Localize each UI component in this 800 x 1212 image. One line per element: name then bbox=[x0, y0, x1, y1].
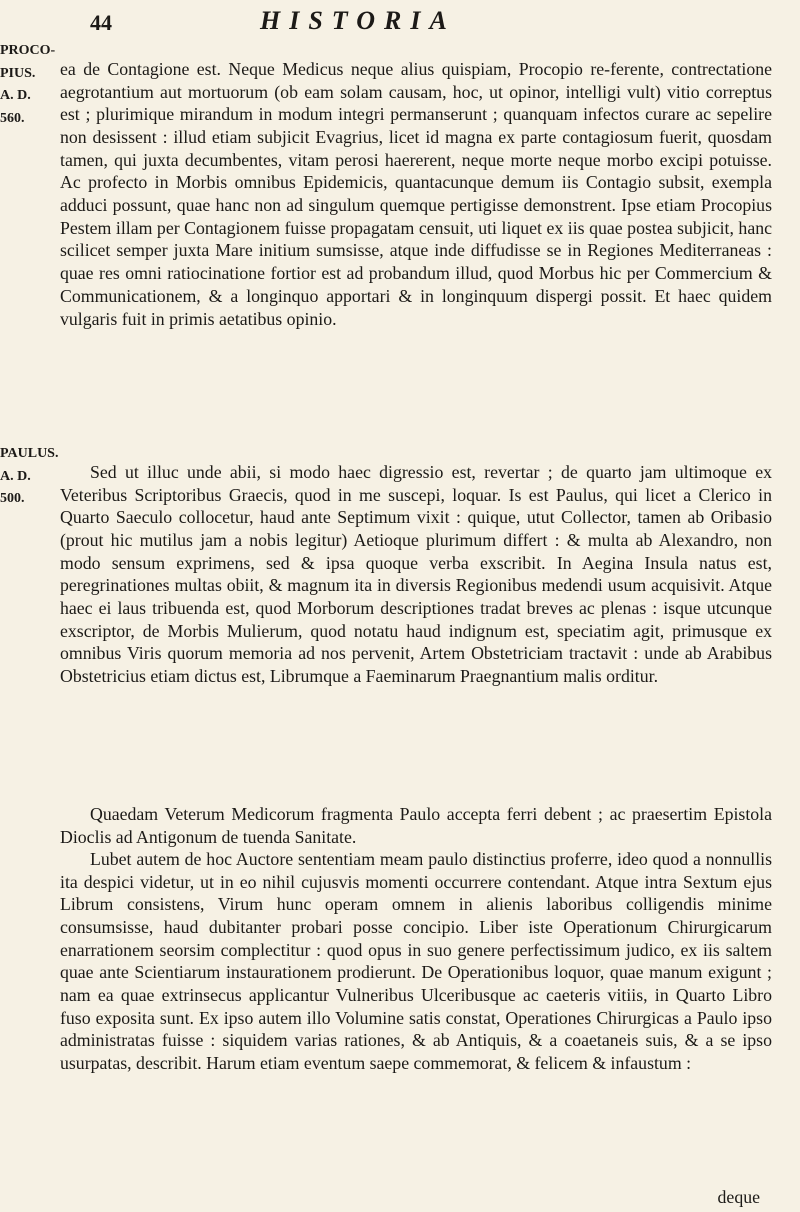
margin-note-line: A. D. bbox=[0, 88, 31, 103]
paragraph-contagion: ea de Contagione est. Neque Medicus neque alius quispiam, Procopio re-ferente, contrectatione aegrotantium aut mortuorum (ob eam solam causam, hoc, ut opinor, intelligi vult) vitio correptus est ; plurimique mirandum in modum integri permanserunt ; quanquam infectos curare ac sepelire non desissent : illud etiam subjicit Evagrius, licet id magna ex parte contagiosum fuerit, quosdam tamen, qui juxta decumbentes, vitam perosi haererent, neque morte neque morbo excipi potuisse. Ac profecto in Morbis omnibus Epidemicis, quantacunque demum iis Contagio subsit, exempla adduci possunt, quae hanc non ad singulum quemque pertigisse demonstrent. Ipse etiam Procopius Pestem illam per Contagionem fuisse propagatam censuit, uti liquet ex iis quae postea subjicit, hanc scilicet semper juxta Mare initium sumsisse, atque inde diffudisse se in Regiones Mediterraneas : quae res omni ratiocinatione fortior est ad probandum illud, quod Morbus hic per Commercium & Communicationem, & a longinquo apportari & in longinquum dispergi possit. Et haec quidem vulgaris fuit in primis aetatibus opinio. bbox=[60, 58, 772, 329]
page-number: 44 bbox=[90, 10, 112, 35]
catchword: deque bbox=[717, 1187, 760, 1207]
page-header bbox=[0, 4, 800, 38]
margin-note-paulus bbox=[0, 443, 59, 511]
margin-note-line: 500. bbox=[0, 491, 25, 506]
margin-note-line: PIUS. bbox=[0, 65, 36, 81]
margin-note-line: A. D. bbox=[0, 468, 31, 484]
paragraph-operations: Lubet autem de hoc Auctore sententiam meam paulo distinctius proferre, ideo quod a nonnullis ita despici videtur, ut in eo nihil cujusvis momenti occurrere contendant. Atque intra Sextum ejus Librum consistens, Virum hunc operam omnem in alienis laboribus colligendis minime consumsisse, haud dubitanter probari posse concipio. Liber iste Operationum Chirurgicarum enarrationem seorsim complectitur : quod opus in suo genere perfectissimum judico, ex iis saltem quae ante Scientiarum instaurationem prodierunt. De Operationibus loquor, quae manum exigunt ; nam ea quae extrinsecus applicantur Vulneribus Ulceribusque ac caeteris vitiis, in Quarto Libro fuso exposita sunt. Ex ipso autem illo Volumine satis constat, Operationes Chirurgicas a Paulo ipso administratas fuisse : siquidem varias rationes, & ab Antiquis, & a coaetaneis suis, & a se ipso usurpatas, describit. Harum etiam eventum saepe commemorat, & felicem & infaustum : bbox=[60, 848, 772, 1074]
margin-note-line: PAULUS. bbox=[0, 446, 59, 461]
margin-note-line: 560. bbox=[0, 110, 25, 126]
margin-note-procopius bbox=[0, 40, 56, 130]
running-head: HISTORIA bbox=[260, 6, 456, 35]
paragraph-paulus: Sed ut illuc unde abii, si modo haec digressio est, revertar ; de quarto jam ultimoque ex Veteribus Scriptoribus Graecis, quod in me suscepi, loquar. Is est Paulus, qui licet a Clerico in Quarto Saeculo collocetur, haud ante Septimum vixit : quique, utut Collector, tamen ab Oribasio (prout hic mutilus jam a nobis legitur) Aetioque plurimum differt : & multa ab Alexandro, non modo sensum exprimens, sed & ipsa quoque verba exscribit. In Aegina Insula natus est, peregrinationes multas obiit, & magnum ita in diversis Regionibus medendi usum acquisivit. Atque haec ei laus tribuenda est, quod Morborum descriptiones tradat breves ac plenas : isque utcunque exscriptor, de Morbis Mulierum, quod notatu haud indignum est, speciatim agit, primusque ex omnibus Viris quorum memoria ad nos pervenit, Artem Obstetriciam tractavit : unde ab Arabibus Obstetricius etiam dictus est, Librumque a Faeminarum Praegnantium malis orditur. bbox=[60, 461, 772, 687]
paragraph-fragmenta: Quaedam Veterum Medicorum fragmenta Paulo accepta ferri debent ; ac praesertim Epistola Dioclis ad Antigonum de tuenda Sanitate. bbox=[60, 803, 772, 847]
margin-note-line: PROCO- bbox=[0, 43, 56, 58]
